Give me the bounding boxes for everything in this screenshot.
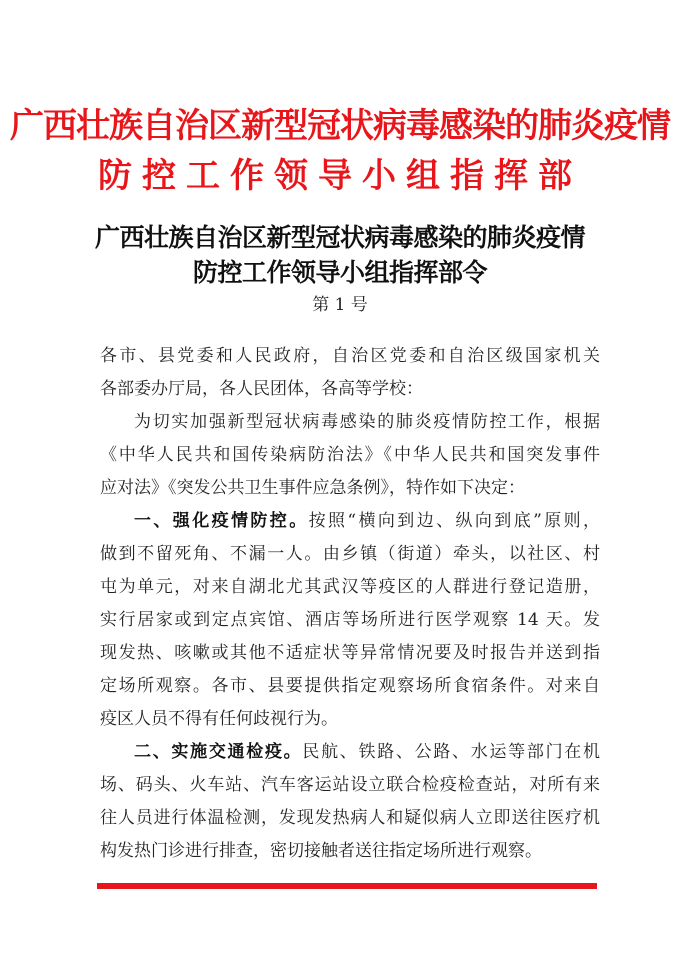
document-title-line-2: 防控工作领导小组指挥部令 xyxy=(192,258,487,287)
section-1-line-4: 实行居家或到定点宾馆、酒店等场所进行医学观察 14 天。发 xyxy=(100,610,600,630)
section-2-heading: 二、实施交通检疫。 xyxy=(134,742,303,762)
salutation xyxy=(100,340,600,406)
document-title-line-1: 广西壮族自治区新型冠状病毒感染的肺炎疫情 xyxy=(94,223,585,252)
section-1-line-3: 屯为单元，对来自湖北尤其武汉等疫区的人群进行登记造册， xyxy=(100,577,600,597)
section-2-line-1 xyxy=(100,736,600,769)
section-2-line-1-text: 民航、铁路、公路、水运等部门在机 xyxy=(302,742,600,762)
section-1-line-1-text: 按照“横向到边、纵向到底”原则， xyxy=(308,511,600,531)
red-divider-rule xyxy=(97,883,597,889)
salutation-line-2: 各部委办厅局，各人民团体，各高等学校： xyxy=(100,379,423,399)
section-1-heading: 一、强化疫情防控。 xyxy=(134,511,309,531)
issuer-header-line-1: 广西壮族自治区新型冠状病毒感染的肺炎疫情 xyxy=(10,106,670,146)
section-2-line-4: 构发热门诊进行排查，密切接触者送往指定场所进行观察。 xyxy=(100,841,542,861)
section-1-line-6: 定场所观察。各市、县要提供指定观察场所食宿条件。对来自 xyxy=(100,676,600,696)
section-1-line-7: 疫区人员不得有任何歧视行为。 xyxy=(100,709,338,729)
intro-line-3: 应对法》《突发公共卫生事件应急条例》，特作如下决定： xyxy=(100,478,525,498)
section-1-line-2: 做到不留死角、不漏一人。由乡镇（街道）牵头，以社区、村 xyxy=(100,544,600,564)
document-number: 第 1 号 xyxy=(312,295,368,315)
intro-paragraph xyxy=(100,406,600,505)
section-1-paragraph xyxy=(100,505,600,736)
section-2-line-2: 场、码头、火车站、汽车客运站设立联合检疫检查站，对所有来 xyxy=(100,775,600,795)
intro-line-2: 《中华人民共和国传染病防治法》《中华人民共和国突发事件 xyxy=(100,445,600,465)
salutation-line-1: 各市、县党委和人民政府，自治区党委和自治区级国家机关 xyxy=(100,346,600,366)
issuer-header-line-2: 防控工作领导小组指挥部 xyxy=(98,156,582,196)
intro-line-1: 为切实加强新型冠状病毒感染的肺炎疫情防控工作，根据 xyxy=(134,412,600,432)
section-1-line-5: 现发热、咳嗽或其他不适症状等异常情况要及时报告并送到指 xyxy=(100,643,600,663)
section-2-paragraph xyxy=(100,736,600,868)
section-1-line-1 xyxy=(100,505,600,538)
section-2-line-3: 往人员进行体温检测，发现发热病人和疑似病人立即送往医疗机 xyxy=(100,808,600,828)
